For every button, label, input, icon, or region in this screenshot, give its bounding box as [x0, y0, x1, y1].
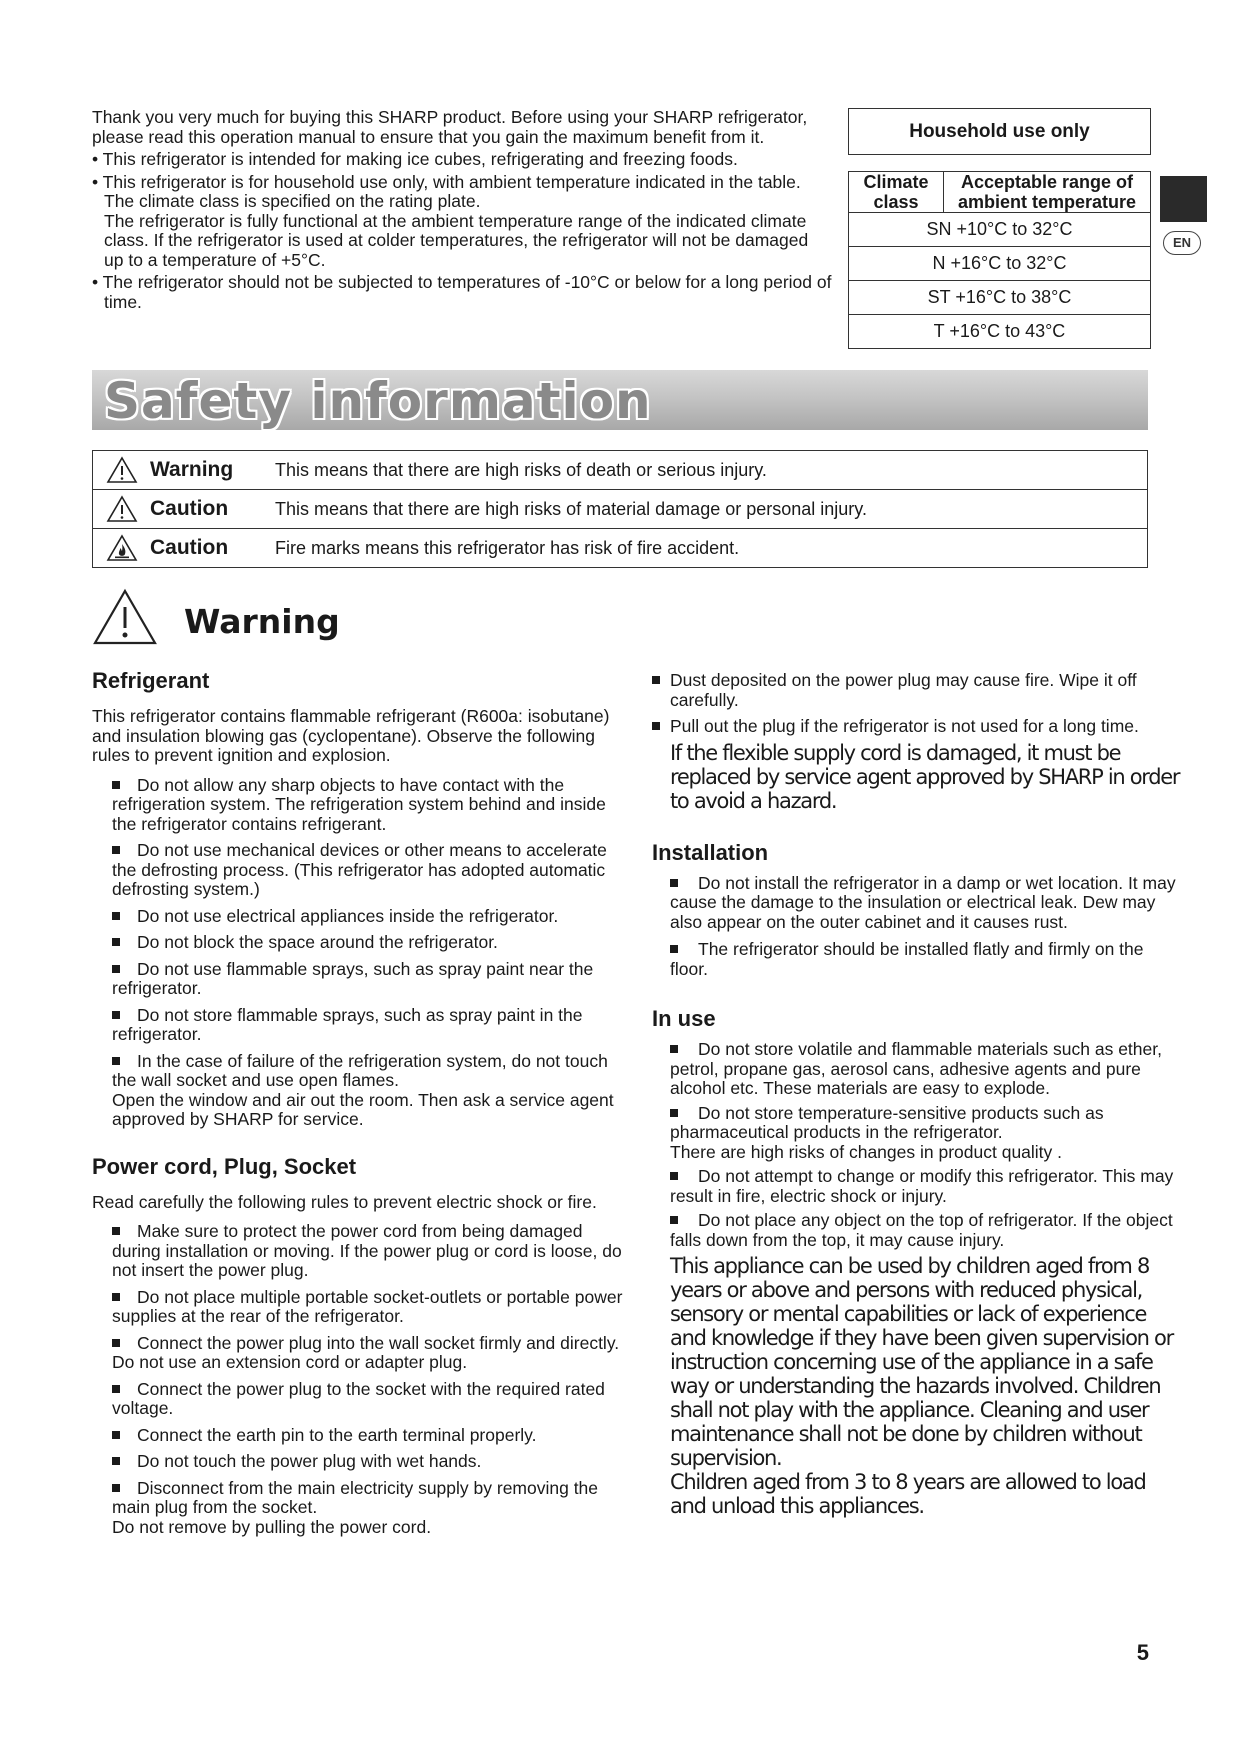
- legend-row: [93, 529, 1148, 568]
- list-item: [92, 776, 632, 835]
- intro-bullet-2: [92, 173, 832, 271]
- bullet-square-icon: [112, 1011, 120, 1019]
- legend-description: This means that there are high risks of death or serious injury.: [275, 451, 1148, 490]
- bullet-square-icon: [670, 1216, 678, 1224]
- list-item-text: Do not store temperature-sensitive products such as pharmaceutical products in the refrigerator.: [670, 1102, 1104, 1142]
- bullet-square-icon: [112, 1484, 120, 1492]
- children-note: This appliance can be used by children aged from 8 years or above and persons with reduced physical, sensory or mental capabilities or lack of experience and knowledge if they have been given supervision or instruction concerning use of the appliance in a safe way or understanding the hazards involved. Children shall not play with the appliance. Cleaning and user maintenance shall not be done by children without supervision.: [670, 1254, 1173, 1470]
- language-badge: EN: [1163, 231, 1201, 255]
- bullet-square-icon: [112, 846, 120, 854]
- list-item: [652, 717, 1182, 737]
- power-intro: Read carefully the following rules to prevent electric shock or fire.: [92, 1191, 597, 1212]
- bullet-square-icon: [112, 1457, 120, 1465]
- table-row: T +16°C to 43°C: [849, 315, 1151, 349]
- list-item: [670, 940, 1182, 979]
- legend-label: Caution: [150, 497, 229, 520]
- list-item-text: Do not attempt to change or modify this refrigerator. This may result in fire, electric shock or injury.: [670, 1166, 1174, 1206]
- intro-text: [92, 108, 832, 312]
- list-item-text: Do not touch the power plug with wet hands.: [137, 1451, 482, 1471]
- supply-cord-note: If the flexible supply cord is damaged, it must be replaced by service agent approved by SHARP in order to avoid a hazard.: [670, 740, 1180, 813]
- legend-description: Fire marks means this refrigerator has risk of fire accident.: [275, 529, 1148, 568]
- bullet-square-icon: [670, 879, 678, 887]
- list-item: [92, 1288, 632, 1327]
- refrigerant-heading: Refrigerant: [92, 668, 210, 693]
- list-item: [92, 960, 632, 999]
- legend-description: This means that there are high risks of material damage or personal injury.: [275, 490, 1148, 529]
- intro-bullet-1: • This refrigerator is intended for making ice cubes, refrigerating and freezing foods.: [92, 149, 738, 169]
- list-item-text: There are high risks of changes in product quality .: [670, 1141, 1063, 1162]
- refrigerant-list: [92, 776, 632, 1130]
- bullet-square-icon: [112, 912, 120, 920]
- list-item-text: Do not block the space around the refrigerator.: [137, 932, 498, 952]
- table-row: SN +10°C to 32°C: [849, 213, 1151, 247]
- list-item-text: Do not store flammable sprays, such as spray paint in the refrigerator.: [112, 1004, 583, 1044]
- list-item: [92, 1452, 632, 1472]
- list-item: [92, 1222, 632, 1281]
- list-item-text: Do not place any object on the top of refrigerator. If the object falls down from the top, it may cause injury.: [670, 1210, 1173, 1250]
- list-item-text: Dust deposited on the power plug may cause fire. Wipe it off carefully.: [670, 670, 1137, 710]
- bullet-square-icon: [112, 1385, 120, 1393]
- power-cord-heading: Power cord, Plug, Socket: [92, 1153, 357, 1179]
- right-column: [652, 671, 1182, 1518]
- climate-table-header: Household use only: [849, 109, 1151, 155]
- banner-title: Safety information: [104, 372, 652, 430]
- table-gap: [849, 155, 1151, 172]
- intro-lead: Thank you very much for buying this SHARP product. Before using your SHARP refrigerator, please read this operation manual to ensure that you gain the maximum benefit from it.: [92, 107, 808, 147]
- in-use-list: [652, 1040, 1182, 1250]
- installation-list: [652, 874, 1182, 980]
- page-number: 5: [1136, 1640, 1149, 1665]
- refrigerant-intro: This refrigerator contains flammable refrigerant (R600a: isobutane) and insulation blowing gas (cyclopentane). Observe the following rules to prevent ignition and explosion.: [92, 706, 610, 765]
- list-item: [92, 1426, 632, 1446]
- list-item-text: Disconnect from the main electricity supply by removing the main plug from the socket.: [112, 1477, 599, 1517]
- bullet-square-icon: [652, 676, 660, 684]
- bullet-square-icon: [112, 965, 120, 973]
- list-item-text: Make sure to protect the power cord from being damaged during installation or moving. If the power plug or cord is loose, do not insert the power plug.: [112, 1221, 622, 1280]
- bullet-square-icon: [112, 1227, 120, 1235]
- left-column: [92, 668, 632, 1537]
- children-note-2: Children aged from 3 to 8 years are allowed to load and unload this appliances.: [670, 1470, 1146, 1518]
- bullet-square-icon: [670, 1109, 678, 1117]
- bullet-square-icon: [670, 1045, 678, 1053]
- symbol-legend-table: [92, 450, 1148, 568]
- list-item-text: Do not use flammable sprays, such as spray paint near the refrigerator.: [112, 958, 594, 998]
- bullet-square-icon: [112, 1339, 120, 1347]
- bullet-square-icon: [112, 1431, 120, 1439]
- legend-label-cell: [93, 451, 276, 490]
- list-item: [92, 1334, 632, 1373]
- list-item: [670, 1211, 1182, 1250]
- caution-triangle-icon: [106, 495, 138, 523]
- fire-warning-icon: [106, 534, 138, 562]
- legend-label-cell: [93, 490, 276, 529]
- installation-heading: Installation: [652, 839, 769, 865]
- list-item-text: Do not install the refrigerator in a damp or wet location. It may cause the damage to the insulation or electrical leak. Dew may also appear on the outer cabinet and it causes rust.: [670, 872, 1176, 932]
- bullet-square-icon: [112, 938, 120, 946]
- legend-label-cell: [93, 529, 276, 568]
- ambient-temp-column: Acceptable range of ambient temperature: [944, 172, 1151, 213]
- list-item-text: Do not store volatile and flammable materials such as ether, petrol, propane gas, aerosol cans, adhesive agents and pure alcohol etc. These materials are easy to explode.: [670, 1039, 1162, 1098]
- list-item: [92, 1052, 632, 1130]
- list-item: [92, 841, 632, 900]
- warning-title: Warning: [184, 602, 340, 641]
- list-item-text: Do not remove by pulling the power cord.: [112, 1516, 432, 1537]
- list-item: [670, 1104, 1182, 1163]
- warning-triangle-icon: [106, 456, 138, 484]
- list-item-text: Do not place multiple portable socket-outlets or portable power supplies at the rear of the refrigerator.: [112, 1286, 623, 1326]
- bullet-square-icon: [670, 945, 678, 953]
- warning-triangle-icon: [92, 588, 158, 646]
- bullet-square-icon: [112, 1293, 120, 1301]
- in-use-heading: In use: [652, 1006, 716, 1031]
- section-banner: [92, 370, 1148, 430]
- list-item: [92, 1006, 632, 1045]
- legend-row: [93, 451, 1148, 490]
- list-item: [670, 874, 1182, 933]
- bullet-square-icon: [652, 722, 660, 730]
- list-item: [92, 1479, 632, 1538]
- table-row: ST +16°C to 38°C: [849, 281, 1151, 315]
- list-item-text: Connect the earth pin to the earth terminal properly.: [137, 1424, 537, 1445]
- climate-class-column: Climate class: [849, 172, 944, 213]
- climate-class-table: [848, 108, 1151, 349]
- intro-bullet-2-sub: The refrigerator is fully functional at the ambient temperature range of the indicated climate class. If the refrigerator is used at colder temperatures, the refrigerator will not be damaged up to a temperature of +5°C.: [104, 210, 809, 270]
- list-item-text: Do not use mechanical devices or other means to accelerate the defrosting process. (This refrigerator has adopted automatic defrosting system.): [112, 840, 607, 899]
- table-row: N +16°C to 32°C: [849, 247, 1151, 281]
- list-item: [670, 1167, 1182, 1206]
- bullet-square-icon: [112, 781, 120, 789]
- list-item-text: Connect the power plug to the socket with the required rated voltage.: [112, 1378, 605, 1418]
- legend-label: Caution: [150, 536, 229, 559]
- list-item: [92, 907, 632, 927]
- list-item: [92, 1380, 632, 1419]
- legend-row: [93, 490, 1148, 529]
- list-item: [92, 933, 632, 953]
- intro-bullet-3: • The refrigerator should not be subjected to temperatures of -10°C or below for a long period of time.: [92, 272, 832, 312]
- list-item-text: The refrigerator should be installed flatly and firmly on the floor.: [670, 939, 1144, 979]
- section-tab-marker: [1160, 176, 1207, 222]
- list-item-text: Pull out the plug if the refrigerator is not used for a long time.: [670, 716, 1139, 736]
- list-item-text: Do not use electrical appliances inside the refrigerator.: [137, 905, 559, 926]
- list-item-text: Connect the power plug into the wall socket firmly and directly. Do not use an extension cord or adapter plug.: [112, 1332, 620, 1372]
- power-list: [92, 1222, 632, 1537]
- list-item: [652, 671, 1182, 710]
- list-item-text: Open the window and air out the room. Then ask a service agent approved by SHARP for service.: [112, 1089, 614, 1129]
- legend-label: Warning: [150, 458, 234, 481]
- intro-bullet-2-text: • This refrigerator is for household use only, with ambient temperature indicated in the table. The climate class is specified on the rating plate.: [92, 171, 801, 211]
- list-item: [670, 1040, 1182, 1099]
- bullet-square-icon: [670, 1172, 678, 1180]
- bullet-square-icon: [112, 1057, 120, 1065]
- list-item-text: In the case of failure of the refrigeration system, do not touch the wall socket and use open flames.: [112, 1050, 608, 1090]
- list-item-text: Do not allow any sharp objects to have contact with the refrigeration system. The refrigeration system behind and inside the refrigerator contains refrigerant.: [112, 774, 606, 834]
